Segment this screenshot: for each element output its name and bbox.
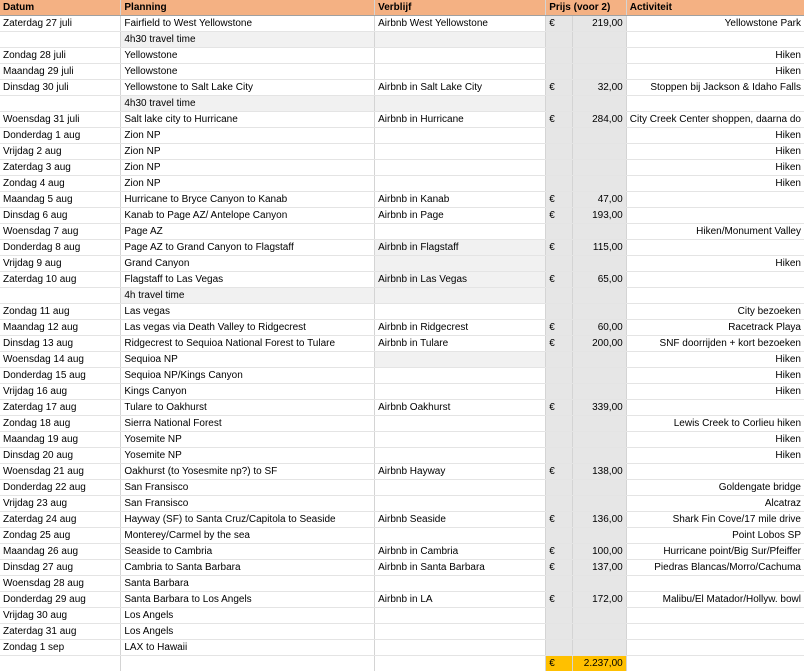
cell-planning[interactable]: 4h30 travel time	[121, 96, 375, 112]
cell-verblijf[interactable]	[375, 224, 546, 240]
cell-verblijf[interactable]	[375, 576, 546, 592]
cell-prijs[interactable]	[572, 32, 626, 48]
cell-datum[interactable]: Zondag 18 aug	[0, 416, 121, 432]
cell-currency[interactable]: €	[546, 560, 573, 576]
cell-activiteit[interactable]: Malibu/El Matador/Hollyw. bowl	[626, 592, 804, 608]
cell-activiteit[interactable]: Hiken	[626, 256, 804, 272]
cell-planning[interactable]: Zion NP	[121, 160, 375, 176]
cell-planning[interactable]: Ridgecrest to Sequioa National Forest to Tulare	[121, 336, 375, 352]
table-row	[0, 192, 804, 208]
cell-verblijf[interactable]: Airbnb in LA	[375, 592, 546, 608]
cell-verblijf[interactable]: Airbnb in Santa Barbara	[375, 560, 546, 576]
cell-planning[interactable]: Los Angels	[121, 608, 375, 624]
cell-activiteit[interactable]: Hiken	[626, 384, 804, 400]
cell-planning[interactable]: Yellowstone to Salt Lake City	[121, 80, 375, 96]
table-row	[0, 64, 804, 80]
cell-datum[interactable]: Zaterdag 27 juli	[0, 16, 121, 32]
table-row	[0, 48, 804, 64]
cell-planning[interactable]: Monterey/Carmel by the sea	[121, 528, 375, 544]
cell-prijs[interactable]	[572, 576, 626, 592]
table-row	[0, 432, 804, 448]
cell-planning[interactable]: Yosemite NP	[121, 432, 375, 448]
cell-planning[interactable]: LAX to Hawaii	[121, 640, 375, 656]
cell-datum[interactable]: Donderdag 8 aug	[0, 240, 121, 256]
cell-currency[interactable]	[546, 640, 573, 656]
total-amount[interactable]: 2.237,00	[572, 656, 626, 671]
cell-prijs[interactable]	[572, 64, 626, 80]
cell-currency[interactable]	[546, 416, 573, 432]
cell-verblijf[interactable]: Airbnb in Tulare	[375, 336, 546, 352]
cell-activiteit[interactable]	[626, 400, 804, 416]
table-row	[0, 272, 804, 288]
cell-prijs[interactable]: 200,00	[572, 336, 626, 352]
cell-activiteit[interactable]: Goldengate bridge	[626, 480, 804, 496]
cell-verblijf[interactable]: Airbnb Oakhurst	[375, 400, 546, 416]
cell-prijs[interactable]	[572, 352, 626, 368]
cell-currency[interactable]: €	[546, 272, 573, 288]
cell-prijs[interactable]	[572, 176, 626, 192]
cell-datum[interactable]: Maandag 19 aug	[0, 432, 121, 448]
cell-verblijf[interactable]: Airbnb in Kanab	[375, 192, 546, 208]
cell-currency[interactable]: €	[546, 16, 573, 32]
cell-prijs[interactable]: 172,00	[572, 592, 626, 608]
cell-currency[interactable]: €	[546, 336, 573, 352]
cell-planning[interactable]: Sequioa NP	[121, 352, 375, 368]
cell-currency[interactable]	[546, 128, 573, 144]
cell-activiteit[interactable]	[626, 272, 804, 288]
cell-activiteit[interactable]: Yellowstone Park	[626, 16, 804, 32]
cell-activiteit[interactable]	[626, 288, 804, 304]
cell-verblijf[interactable]	[375, 624, 546, 640]
cell-planning[interactable]: Tulare to Oakhurst	[121, 400, 375, 416]
cell-datum[interactable]: Vrijdag 23 aug	[0, 496, 121, 512]
cell-planning[interactable]: San Fransisco	[121, 480, 375, 496]
table-row	[0, 288, 804, 304]
cell-datum[interactable]: Zaterdag 10 aug	[0, 272, 121, 288]
cell-activiteit[interactable]: Hiken	[626, 64, 804, 80]
cell-activiteit[interactable]: Piedras Blancas/Morro/Cachuma	[626, 560, 804, 576]
cell-datum[interactable]: Woensdag 14 aug	[0, 352, 121, 368]
cell-currency[interactable]: €	[546, 464, 573, 480]
cell-activiteit[interactable]: Hiken	[626, 144, 804, 160]
cell-activiteit[interactable]: Stoppen bij Jackson & Idaho Falls	[626, 80, 804, 96]
cell-prijs[interactable]: 193,00	[572, 208, 626, 224]
cell-verblijf[interactable]	[375, 96, 546, 112]
table-row	[0, 592, 804, 608]
cell-currency[interactable]: €	[546, 512, 573, 528]
table-row	[0, 496, 804, 512]
cell-currency[interactable]: €	[546, 592, 573, 608]
cell-verblijf[interactable]	[375, 640, 546, 656]
cell-currency[interactable]	[546, 480, 573, 496]
cell-activiteit[interactable]	[626, 656, 804, 671]
cell-datum[interactable]: Zondag 25 aug	[0, 528, 121, 544]
cell-verblijf[interactable]: Airbnb in Ridgecrest	[375, 320, 546, 336]
cell-prijs[interactable]: 32,00	[572, 80, 626, 96]
table-row	[0, 448, 804, 464]
cell-currency[interactable]	[546, 576, 573, 592]
cell-datum[interactable]: Zaterdag 3 aug	[0, 160, 121, 176]
cell-planning[interactable]: Santa Barbara to Los Angels	[121, 592, 375, 608]
cell-activiteit[interactable]	[626, 624, 804, 640]
table-row	[0, 128, 804, 144]
cell-prijs[interactable]	[572, 48, 626, 64]
cell-datum[interactable]: Zaterdag 31 aug	[0, 624, 121, 640]
cell-datum[interactable]: Woensdag 21 aug	[0, 464, 121, 480]
cell-prijs[interactable]	[572, 624, 626, 640]
cell-verblijf[interactable]: Airbnb in Hurricane	[375, 112, 546, 128]
table-row	[0, 160, 804, 176]
cell-planning[interactable]: Page AZ to Grand Canyon to Flagstaff	[121, 240, 375, 256]
cell-datum[interactable]: Dinsdag 27 aug	[0, 560, 121, 576]
cell-prijs[interactable]: 284,00	[572, 112, 626, 128]
cell-prijs[interactable]: 138,00	[572, 464, 626, 480]
cell-prijs[interactable]: 136,00	[572, 512, 626, 528]
cell-verblijf[interactable]	[375, 496, 546, 512]
cell-activiteit[interactable]: SNF doorrijden + kort bezoeken	[626, 336, 804, 352]
cell-prijs[interactable]	[572, 368, 626, 384]
cell-activiteit[interactable]: Hiken	[626, 432, 804, 448]
cell-planning[interactable]: Yellowstone	[121, 64, 375, 80]
cell-verblijf[interactable]	[375, 32, 546, 48]
cell-activiteit[interactable]: Racetrack Playa	[626, 320, 804, 336]
cell-planning[interactable]: Hurricane to Bryce Canyon to Kanab	[121, 192, 375, 208]
cell-currency[interactable]: €	[546, 80, 573, 96]
cell-prijs[interactable]	[572, 608, 626, 624]
cell-currency[interactable]	[546, 64, 573, 80]
cell-datum[interactable]: Maandag 26 aug	[0, 544, 121, 560]
cell-datum[interactable]: Donderdag 22 aug	[0, 480, 121, 496]
cell-currency[interactable]	[546, 48, 573, 64]
cell-currency[interactable]	[546, 160, 573, 176]
cell-activiteit[interactable]: Alcatraz	[626, 496, 804, 512]
cell-datum[interactable]: Vrijdag 2 aug	[0, 144, 121, 160]
cell-prijs[interactable]	[572, 160, 626, 176]
cell-verblijf[interactable]	[375, 64, 546, 80]
cell-verblijf[interactable]	[375, 176, 546, 192]
cell-currency[interactable]	[546, 384, 573, 400]
cell-currency[interactable]	[546, 608, 573, 624]
table-row	[0, 416, 804, 432]
cell-datum[interactable]: Vrijdag 9 aug	[0, 256, 121, 272]
cell-datum[interactable]: Dinsdag 30 juli	[0, 80, 121, 96]
cell-planning[interactable]: Santa Barbara	[121, 576, 375, 592]
cell-verblijf[interactable]	[375, 48, 546, 64]
table-row	[0, 144, 804, 160]
cell-activiteit[interactable]	[626, 192, 804, 208]
cell-verblijf[interactable]	[375, 432, 546, 448]
cell-currency[interactable]	[546, 304, 573, 320]
table-row	[0, 608, 804, 624]
cell-activiteit[interactable]: Point Lobos SP	[626, 528, 804, 544]
cell-datum[interactable]: Vrijdag 16 aug	[0, 384, 121, 400]
table-row	[0, 464, 804, 480]
table-row	[0, 368, 804, 384]
cell-prijs[interactable]: 219,00	[572, 16, 626, 32]
cell-prijs[interactable]: 115,00	[572, 240, 626, 256]
cell-verblijf[interactable]	[375, 656, 546, 671]
cell-verblijf[interactable]	[375, 128, 546, 144]
cell-prijs[interactable]	[572, 640, 626, 656]
cell-planning[interactable]: Salt lake city to Hurricane	[121, 112, 375, 128]
cell-datum[interactable]: Vrijdag 30 aug	[0, 608, 121, 624]
cell-currency[interactable]: €	[546, 400, 573, 416]
table-row	[0, 304, 804, 320]
cell-datum[interactable]: Donderdag 15 aug	[0, 368, 121, 384]
cell-verblijf[interactable]: Airbnb in Cambria	[375, 544, 546, 560]
cell-datum[interactable]: Woensdag 31 juli	[0, 112, 121, 128]
table-row	[0, 80, 804, 96]
cell-prijs[interactable]: 339,00	[572, 400, 626, 416]
cell-verblijf[interactable]	[375, 352, 546, 368]
cell-planning[interactable]: 4h30 travel time	[121, 32, 375, 48]
table-row	[0, 400, 804, 416]
cell-prijs[interactable]: 100,00	[572, 544, 626, 560]
cell-activiteit[interactable]	[626, 640, 804, 656]
cell-verblijf[interactable]: Airbnb Seaside	[375, 512, 546, 528]
cell-activiteit[interactable]: Lewis Creek to Corlieu hiken	[626, 416, 804, 432]
cell-currency[interactable]	[546, 96, 573, 112]
table-row	[0, 224, 804, 240]
cell-prijs[interactable]	[572, 416, 626, 432]
cell-prijs[interactable]	[572, 496, 626, 512]
cell-datum[interactable]: Dinsdag 6 aug	[0, 208, 121, 224]
cell-activiteit[interactable]: Shark Fin Cove/17 mile drive	[626, 512, 804, 528]
cell-prijs[interactable]: 47,00	[572, 192, 626, 208]
cell-currency[interactable]	[546, 352, 573, 368]
header-datum[interactable]: Datum	[0, 0, 121, 16]
cell-prijs[interactable]: 65,00	[572, 272, 626, 288]
cell-prijs[interactable]	[572, 224, 626, 240]
cell-verblijf[interactable]: Airbnb West Yellowstone	[375, 16, 546, 32]
cell-currency[interactable]: €	[546, 112, 573, 128]
table-row	[0, 640, 804, 656]
cell-prijs[interactable]	[572, 288, 626, 304]
cell-prijs[interactable]	[572, 480, 626, 496]
cell-currency[interactable]: €	[546, 208, 573, 224]
cell-activiteit[interactable]: Hiken	[626, 48, 804, 64]
table-row	[0, 176, 804, 192]
cell-planning[interactable]: 4h travel time	[121, 288, 375, 304]
cell-verblijf[interactable]	[375, 368, 546, 384]
cell-currency[interactable]	[546, 176, 573, 192]
table-row	[0, 16, 804, 32]
header-verblijf[interactable]: Verblijf	[375, 0, 546, 16]
cell-prijs[interactable]	[572, 304, 626, 320]
cell-planning[interactable]: Zion NP	[121, 176, 375, 192]
table-row	[0, 256, 804, 272]
cell-datum[interactable]: Donderdag 29 aug	[0, 592, 121, 608]
table-row	[0, 528, 804, 544]
header-planning[interactable]: Planning	[121, 0, 375, 16]
cell-datum[interactable]: Zondag 1 sep	[0, 640, 121, 656]
cell-planning[interactable]: Kanab to Page AZ/ Antelope Canyon	[121, 208, 375, 224]
cell-planning[interactable]: Hayway (SF) to Santa Cruz/Capitola to Seaside	[121, 512, 375, 528]
cell-verblijf[interactable]: Airbnb in Page	[375, 208, 546, 224]
cell-datum[interactable]: Maandag 29 juli	[0, 64, 121, 80]
cell-currency[interactable]: €	[546, 544, 573, 560]
cell-verblijf[interactable]	[375, 160, 546, 176]
cell-planning[interactable]: Zion NP	[121, 144, 375, 160]
cell-planning[interactable]: San Fransisco	[121, 496, 375, 512]
cell-currency[interactable]: €	[546, 320, 573, 336]
table-row	[0, 96, 804, 112]
cell-planning[interactable]: Oakhurst (to Yosesmite np?) to SF	[121, 464, 375, 480]
cell-prijs[interactable]	[572, 128, 626, 144]
cell-activiteit[interactable]: City bezoeken	[626, 304, 804, 320]
cell-verblijf[interactable]	[375, 384, 546, 400]
header-prijs[interactable]: Prijs (voor 2)	[546, 0, 627, 16]
cell-verblijf[interactable]	[375, 416, 546, 432]
cell-currency[interactable]	[546, 448, 573, 464]
cell-prijs[interactable]: 60,00	[572, 320, 626, 336]
cell-planning[interactable]	[121, 656, 375, 671]
cell-planning[interactable]: Los Angels	[121, 624, 375, 640]
cell-activiteit[interactable]: Hiken	[626, 352, 804, 368]
cell-datum[interactable]: Dinsdag 20 aug	[0, 448, 121, 464]
cell-datum[interactable]	[0, 32, 121, 48]
cell-datum[interactable]: Dinsdag 13 aug	[0, 336, 121, 352]
cell-prijs[interactable]	[572, 256, 626, 272]
cell-activiteit[interactable]	[626, 240, 804, 256]
header-activiteit[interactable]: Activiteit	[626, 0, 804, 16]
cell-datum[interactable]: Zaterdag 24 aug	[0, 512, 121, 528]
table-row	[0, 384, 804, 400]
cell-verblijf[interactable]: Airbnb in Las Vegas	[375, 272, 546, 288]
cell-currency[interactable]	[546, 496, 573, 512]
cell-datum[interactable]: Donderdag 1 aug	[0, 128, 121, 144]
table-row	[0, 512, 804, 528]
cell-currency[interactable]	[546, 432, 573, 448]
cell-planning[interactable]: Grand Canyon	[121, 256, 375, 272]
cell-activiteit[interactable]	[626, 608, 804, 624]
cell-verblijf[interactable]	[375, 528, 546, 544]
cell-activiteit[interactable]	[626, 576, 804, 592]
cell-planning[interactable]: Sequioa NP/Kings Canyon	[121, 368, 375, 384]
cell-datum[interactable]	[0, 656, 121, 671]
cell-datum[interactable]: Zondag 11 aug	[0, 304, 121, 320]
cell-planning[interactable]: Sierra National Forest	[121, 416, 375, 432]
table-row	[0, 336, 804, 352]
cell-planning[interactable]: Las vegas	[121, 304, 375, 320]
cell-activiteit[interactable]	[626, 32, 804, 48]
cell-prijs[interactable]	[572, 448, 626, 464]
cell-verblijf[interactable]	[375, 256, 546, 272]
cell-planning[interactable]: Seaside to Cambria	[121, 544, 375, 560]
table-row	[0, 112, 804, 128]
table-row	[0, 560, 804, 576]
cell-prijs[interactable]: 137,00	[572, 560, 626, 576]
cell-datum[interactable]: Woensdag 7 aug	[0, 224, 121, 240]
cell-verblijf[interactable]	[375, 448, 546, 464]
cell-activiteit[interactable]: Hiken	[626, 160, 804, 176]
cell-currency[interactable]	[546, 144, 573, 160]
table-row	[0, 208, 804, 224]
cell-currency[interactable]	[546, 32, 573, 48]
cell-verblijf[interactable]	[375, 304, 546, 320]
cell-activiteit[interactable]: Hiken	[626, 448, 804, 464]
cell-activiteit[interactable]: Hiken/Monument Valley	[626, 224, 804, 240]
table-row	[0, 240, 804, 256]
total-row	[0, 656, 804, 671]
cell-currency[interactable]	[546, 368, 573, 384]
cell-planning[interactable]: Yosemite NP	[121, 448, 375, 464]
cell-activiteit[interactable]	[626, 96, 804, 112]
cell-datum[interactable]: Maandag 12 aug	[0, 320, 121, 336]
cell-verblijf[interactable]: Airbnb in Flagstaff	[375, 240, 546, 256]
cell-currency[interactable]: €	[546, 240, 573, 256]
cell-verblijf[interactable]: Airbnb Hayway	[375, 464, 546, 480]
cell-currency[interactable]	[546, 288, 573, 304]
cell-currency[interactable]	[546, 224, 573, 240]
cell-activiteit[interactable]	[626, 464, 804, 480]
cell-datum[interactable]: Zaterdag 17 aug	[0, 400, 121, 416]
cell-verblijf[interactable]	[375, 608, 546, 624]
cell-prijs[interactable]	[572, 144, 626, 160]
cell-planning[interactable]: Yellowstone	[121, 48, 375, 64]
table-row	[0, 480, 804, 496]
cell-activiteit[interactable]: Hiken	[626, 368, 804, 384]
cell-planning[interactable]: Zion NP	[121, 128, 375, 144]
cell-activiteit[interactable]: Hiken	[626, 128, 804, 144]
cell-activiteit[interactable]: City Creek Center shoppen, daarna do	[626, 112, 804, 128]
cell-verblijf[interactable]	[375, 480, 546, 496]
cell-activiteit[interactable]	[626, 208, 804, 224]
cell-verblijf[interactable]: Airbnb in Salt Lake City	[375, 80, 546, 96]
table-row	[0, 624, 804, 640]
table-row	[0, 544, 804, 560]
total-currency[interactable]: €	[546, 656, 573, 671]
cell-datum[interactable]: Woensdag 28 aug	[0, 576, 121, 592]
cell-datum[interactable]: Maandag 5 aug	[0, 192, 121, 208]
cell-prijs[interactable]	[572, 528, 626, 544]
cell-currency[interactable]: €	[546, 192, 573, 208]
cell-planning[interactable]: Flagstaff to Las Vegas	[121, 272, 375, 288]
header-row	[0, 0, 804, 16]
cell-planning[interactable]: Kings Canyon	[121, 384, 375, 400]
cell-planning[interactable]: Fairfield to West Yellowstone	[121, 16, 375, 32]
cell-prijs[interactable]	[572, 96, 626, 112]
cell-prijs[interactable]	[572, 384, 626, 400]
cell-datum[interactable]: Zondag 4 aug	[0, 176, 121, 192]
cell-currency[interactable]	[546, 256, 573, 272]
cell-planning[interactable]: Cambria to Santa Barbara	[121, 560, 375, 576]
cell-currency[interactable]	[546, 624, 573, 640]
cell-activiteit[interactable]: Hurricane point/Big Sur/Pfeiffer	[626, 544, 804, 560]
cell-activiteit[interactable]: Hiken	[626, 176, 804, 192]
cell-datum[interactable]: Zondag 28 juli	[0, 48, 121, 64]
table-row	[0, 320, 804, 336]
cell-verblijf[interactable]	[375, 288, 546, 304]
cell-currency[interactable]	[546, 528, 573, 544]
table-row	[0, 352, 804, 368]
cell-datum[interactable]	[0, 288, 121, 304]
table-row	[0, 32, 804, 48]
cell-prijs[interactable]	[572, 432, 626, 448]
table-row	[0, 576, 804, 592]
cell-planning[interactable]: Las vegas via Death Valley to Ridgecrest	[121, 320, 375, 336]
cell-planning[interactable]: Page AZ	[121, 224, 375, 240]
cell-datum[interactable]	[0, 96, 121, 112]
cell-verblijf[interactable]	[375, 144, 546, 160]
